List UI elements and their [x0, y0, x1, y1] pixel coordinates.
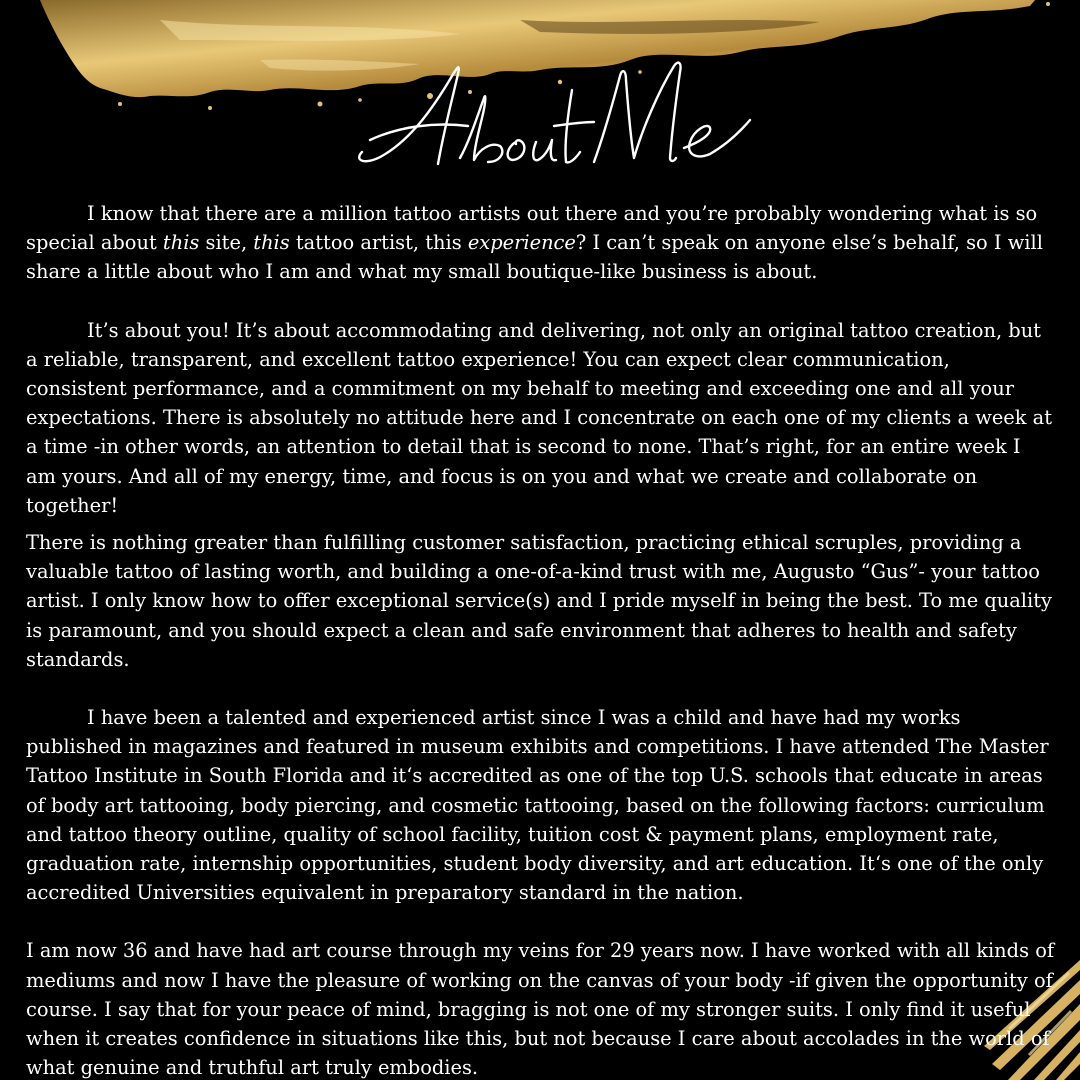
intro-paragraph: I know that there are a million tattoo artists out there and you’re probably wondering what is so special about this site, this tattoo artist, this experience? I can’t speak on anyone else’s behalf, so I will share a little about who I am and what my small boutique-like business is about.: [26, 202, 1043, 284]
about-you-paragraph: It’s about you! It’s about accommodating and delivering, not only an original tattoo creation, but a reliable, transparent, and excellent tattoo experience! You can expect clear communication, consistent performance, and a commitment on my behalf to meeting and exceeding one and all your expectations. There is absolutely no attitude here and I concentrate on each one of my clients a week at a time -in other words, an attention to detail that is second to none. That’s right, for an entire week I am yours. And all of my energy, time, and focus is on you and what we create and collaborate on together!: [26, 318, 1053, 517]
page-title: [340, 30, 760, 190]
experience-paragraph: I have been a talented and experienced artist since I was a child and have had my works published in magazines and featured in museum exhibits and competitions. I have attended The Master Tattoo Institute in South Florida and it‘s accredited as one of the top U.S. schools that educate in areas of body art tattooing, body piercing, and cosmetic tattooing, based on the following factors: curriculum and tattoo theory outline, quality of school facility, tuition cost & payment plans, employment rate, graduation rate, internship opportunities, student body diversity, and art education. It‘s one of the only accredited Universities equivalent in preparatory standard in the nation.: [26, 706, 1049, 905]
about-body-text: [26, 199, 1056, 1080]
satisfaction-paragraph: There is nothing greater than fulfilling customer satisfaction, practicing ethical scruples, providing a valuable tattoo of lasting worth, and building a one-of-a-kind trust with me, Augusto “Gus”- your tattoo artist. I only know how to offer exceptional service(s) and I pride myself in being the best. To me quality is paramount, and you should expect a clean and safe environment that adheres to health and safety standards.: [26, 531, 1052, 671]
background-paragraph: I am now 36 and have had art course through my veins for 29 years now. I have worked with all kinds of mediums and now I have the pleasure of working on the canvas of your body -if given the opportunity of course. I say that for your peace of mind, bragging is not one of my stronger suits. I only find it useful when it creates confidence in situations like this, but not because I care about accolades in the world of what genuine and truthful art truly embodies.: [26, 939, 1055, 1080]
about-me-script-lettering: [340, 30, 760, 190]
